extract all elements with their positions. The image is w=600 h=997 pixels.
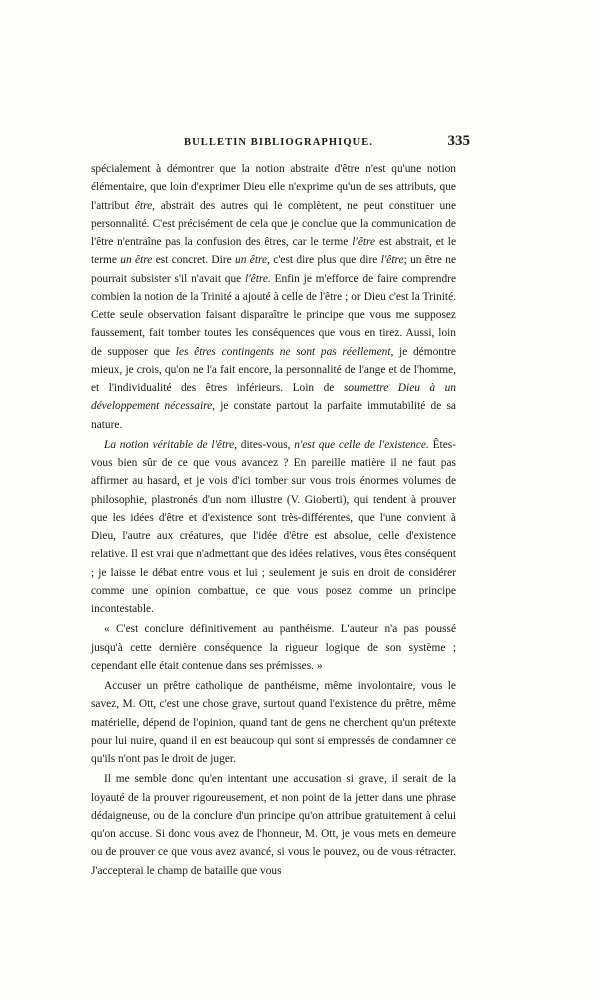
text-run: Enfin je m'efforce de faire comprendre combien la notion de la Trinité a ajouté à celle de l'être ; or Dieu c'est la Trinité. Cette seule observation faisant disparaître le principe que vous me supposez faussement, fait tomber toutes les conséquences que vous en tirez. Aussi, loin de supposer que: [91, 272, 456, 358]
text-run: Il me semble donc qu'en intentant une accusation si grave, il serait de la loyauté de la prouver rigoureusement, et non point de la jetter dans une phrase dédaigneuse, ou de la conclure d'un principe qu'on attribue gratuitement à celui qu'on accuse. Si donc vous avez de l'honneur, M. Ott, je vous mets en demeure ou de prouver ce que vous avez avancé, si vous le pouvez, ou de vous rétracter. J'accepterai le champ de bataille que vous: [91, 773, 456, 877]
paragraph: [91, 677, 456, 768]
italic-text: l'être.: [245, 272, 271, 285]
text-run: spécialement à démontrer que la notion abstraite d'être n'est qu'une notion élémentaire, que loin d'exprimer Dieu elle n'exprime qu'un de ses attributs, que l'attribut: [91, 163, 456, 212]
italic-text: soumettre Dieu à un développement nécessaire,: [91, 382, 456, 413]
text-run: Êtes-vous bien sûr de ce que vous avancez ? En pareille matière il ne faut pas affirmer au hasard, et je vois d'ici tomber sur vous trois énormes volumes de philosophie, plastronés d'un nom illustre (V. Gioberti), qui tendent à prouver que les idées d'être et d'existence sont très-différentes, que l'une convient à Dieu, l'autre aux créatures, que l'idée d'être est absolue, celle d'existence relative. Il est vrai que n'admettant que des idées relatives, vous êtes conséquent ; je laisse le débat entre vous et lui ; seulement je suis en droit de considérer comme une opinion combattue, ce que vous posez comme un principe incontestable.: [91, 438, 456, 615]
text-run: est abstrait, et le terme: [91, 236, 457, 267]
italic-text: un être,: [235, 254, 270, 267]
italic-text: La notion véritable de l'être,: [104, 438, 238, 451]
running-header: [92, 133, 470, 155]
text-run: c'est dire plus que dire: [269, 254, 381, 267]
text-run: je démontre mieux, je crois, qu'on ne l'a fait encore, la personnalité de l'ange et de l'homme, et l'individualité des êtres inférieurs. Loin de: [91, 345, 456, 394]
text-run: abstrait des autres qui le complètent, ne peut constituer une personnalité. C'est précisément de cela que je conclue que la communication de l'être n'entraîne pas la confusion des êtres, car le terme: [91, 199, 457, 248]
italic-text: l'être: [380, 254, 404, 267]
text-run: « C'est conclure définitivement au panthéisme. L'auteur n'a pas poussé jusqu'à cette dernière conséquence la rigueur logique de son système ; cependant elle était contenue dans ses prémisses. »: [91, 623, 456, 672]
text-run: est concret. Dire: [152, 254, 236, 267]
paragraph: [91, 620, 456, 675]
italic-text: un être: [120, 254, 153, 267]
page-number: 335: [447, 133, 470, 149]
body-text: [91, 160, 456, 880]
paragraph: [91, 160, 456, 434]
running-title: BULLETIN BIBLIOGRAPHIQUE.: [184, 137, 374, 148]
paragraph: [91, 436, 456, 619]
text-run: ; un être ne pourrait subsister s'il n'avait que: [91, 254, 457, 285]
paragraph: [91, 770, 456, 880]
italic-text: n'est que celle de l'existence.: [294, 438, 429, 451]
italic-text: l'être: [352, 236, 376, 248]
text-run: Accuser un prêtre catholique de panthéisme, même involontaire, vous le savez, M. Ott, c'est une chose grave, surtout quand l'existence du prêtre, même matérielle, dépend de l'opinion, quand tant de gens ne cherchent qu'un prétexte pour lui nuire, quand il en est beaucoup qui sont si empressés de condamner ce qu'ils n'ont pas le droit de juger.: [91, 680, 456, 765]
text-run: je constate partout la parfaite immutabilité de sa nature.: [91, 400, 456, 431]
italic-text: être,: [134, 199, 155, 212]
italic-text: les êtres contingents ne sont pas réellement,: [175, 345, 394, 358]
text-run: dites-vous,: [237, 438, 295, 451]
